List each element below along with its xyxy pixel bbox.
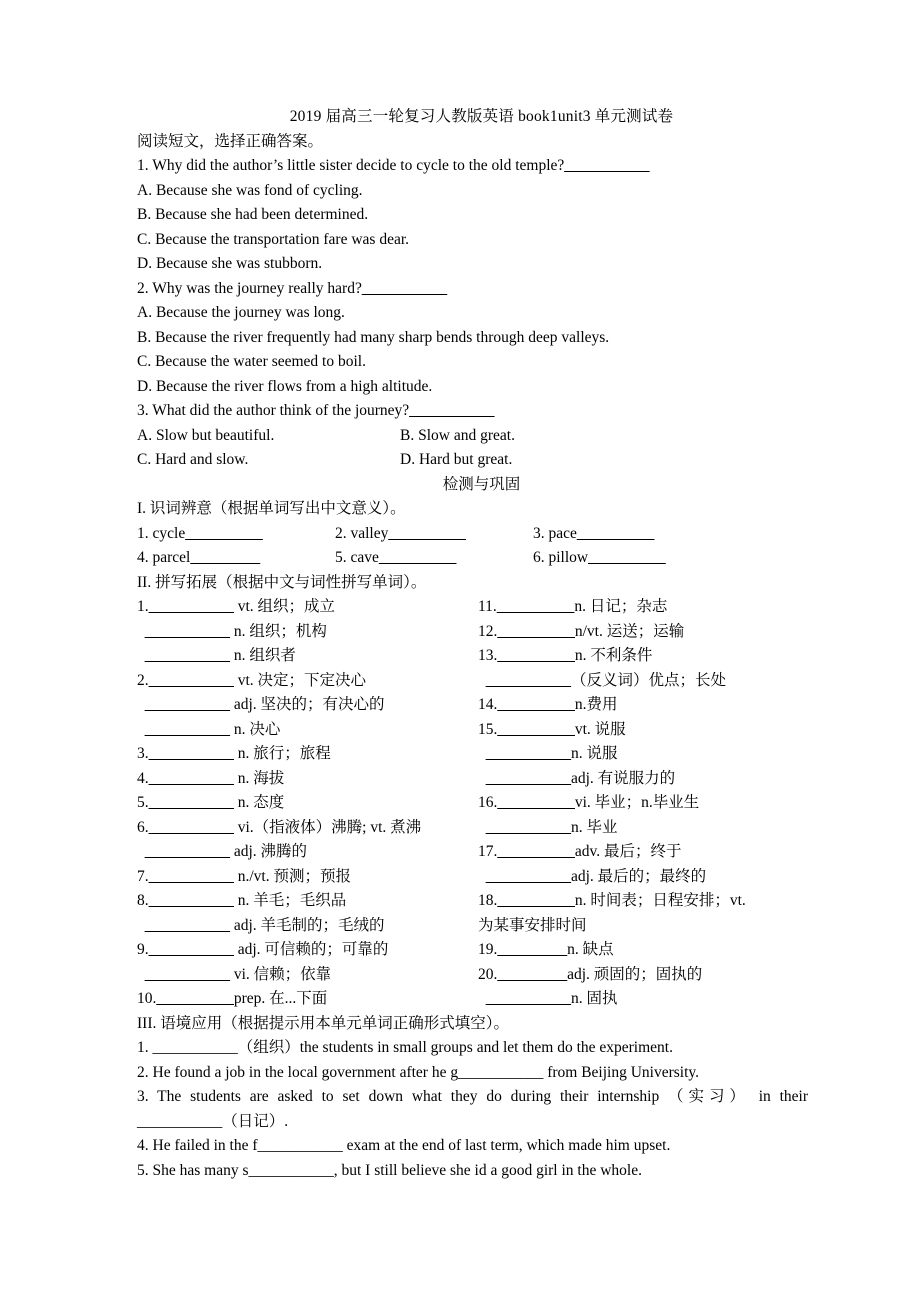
spelling-right-item-blank[interactable]: ___________: [485, 769, 571, 787]
spelling-right-item-blank[interactable]: _________: [497, 941, 568, 958]
spelling-right-item-row: [478, 620, 808, 645]
spelling-left-item-definition: n. 组织者: [230, 647, 296, 664]
spelling-right-item-row: [478, 791, 808, 816]
spelling-left-item-blank[interactable]: ___________: [148, 769, 234, 787]
section-3-heading: III. 语境应用（根据提示用本单元单词正确形式填空）。: [137, 1014, 509, 1032]
spelling-right-item-definition: adj. 顽固的；固执的: [567, 965, 703, 983]
spelling-left-item-blank[interactable]: ___________: [148, 818, 234, 836]
spelling-right-item-blank[interactable]: __________: [497, 892, 575, 909]
vocab-item-5-word: cave: [350, 549, 379, 566]
question-2-stem: [137, 277, 808, 302]
spelling-right-item-definition: vt. 说服: [574, 720, 626, 738]
vocab-item-1-blank[interactable]: __________: [185, 524, 263, 542]
question-3-stem-text: 3. What did the author think of the journey?: [137, 402, 410, 419]
spelling-left-item-definition: adj. 羊毛制的；毛绒的: [230, 916, 385, 934]
question-2-option-a[interactable]: A. Because the journey was long.: [137, 304, 345, 321]
spelling-left-item-blank[interactable]: ___________: [144, 622, 230, 640]
section-1-row-1: [137, 522, 808, 547]
vocab-item-2: [335, 522, 533, 547]
spelling-right-item-blank[interactable]: __________: [496, 598, 575, 615]
spelling-left-item-blank[interactable]: ___________: [144, 720, 230, 738]
vocab-item-4-blank[interactable]: _________: [190, 549, 261, 566]
spelling-left-item-number: [137, 644, 145, 669]
vocab-item-2-num: 2.: [335, 524, 351, 542]
spelling-left-item-row: [137, 669, 478, 694]
vocab-item-4-num: 4.: [137, 549, 153, 566]
spelling-right-item-row: [478, 816, 808, 841]
spelling-left-item-number: [137, 718, 145, 743]
spelling-right-item-number: 19.: [478, 941, 498, 958]
vocab-item-2-blank[interactable]: __________: [388, 524, 466, 542]
spelling-right-item-row: [478, 693, 808, 718]
spelling-left-item-number: [137, 914, 145, 939]
spelling-right-item-blank[interactable]: ___________: [485, 671, 571, 689]
section-1-heading: I. 识词辨意（根据单词写出中文意义）。: [137, 500, 406, 517]
spelling-left-item-definition: n. 旅行；旅程: [233, 745, 331, 762]
spelling-left-item-blank[interactable]: ___________: [144, 696, 230, 713]
spelling-left-item-blank[interactable]: ___________: [148, 745, 234, 762]
spelling-left-item-row: [137, 767, 478, 792]
spelling-left-item-definition: vi. 信赖；依靠: [230, 965, 332, 983]
instruction-text: 阅读短文，选择正确答案。: [137, 132, 324, 150]
question-3-option-c[interactable]: C. Hard and slow.: [137, 451, 249, 468]
spelling-right-item-definition: adj. 最后的；最终的: [571, 867, 707, 885]
vocab-item-4-word: parcel: [152, 549, 191, 566]
question-1-stem-text: 1. Why did the author’s little sister decide to cycle to the old temple?: [137, 157, 565, 174]
spelling-left-item-row: [137, 644, 478, 669]
context-item-6[interactable]: 5. She has many s___________, but I still believe she id a good girl in the whole.: [137, 1161, 642, 1179]
spelling-left-item-number: 5.: [137, 794, 149, 811]
vocab-item-1: [137, 522, 335, 547]
spelling-right-item-definition: n/vt. 运送；运输: [574, 622, 685, 640]
context-item-1[interactable]: 1. ___________（组织）the students in small groups and let them do the experiment.: [137, 1039, 673, 1056]
spelling-right-item-definition: n.费用: [574, 696, 618, 713]
question-2-option-d[interactable]: D. Because the river flows from a high altitude.: [137, 377, 433, 395]
section-2-right-column: [478, 595, 808, 1012]
spelling-left-item-row: [137, 693, 478, 718]
section-3-items: [137, 1036, 808, 1183]
spelling-right-item-definition: n. 时间表；日程安排；vt.: [574, 892, 746, 909]
spelling-left-item-number: 6.: [137, 818, 149, 836]
question-1-option-d[interactable]: D. Because she was stubborn.: [137, 255, 323, 272]
spelling-right-item-blank[interactable]: __________: [497, 720, 575, 738]
vocab-item-3: [533, 522, 808, 547]
spelling-left-item-definition: vt. 决定；下定决心: [233, 671, 367, 689]
spelling-left-item-row: [137, 840, 478, 865]
spelling-right-item-blank[interactable]: __________: [497, 647, 575, 664]
spelling-right-item-number: [478, 669, 486, 694]
question-1-option-a[interactable]: A. Because she was fond of cycling.: [137, 181, 363, 199]
question-3-answer-blank[interactable]: ___________: [409, 402, 495, 419]
vocab-item-1-num: 1.: [137, 524, 153, 542]
spelling-right-item-row: [478, 963, 808, 988]
spelling-left-item-definition: n./vt. 预测；预报: [233, 867, 351, 885]
spelling-right-item-definition: n. 毕业: [571, 818, 618, 836]
spelling-left-item-row: [137, 889, 478, 914]
spelling-right-item-blank[interactable]: __________: [497, 696, 575, 713]
spelling-right-item-definition: n. 固执: [571, 990, 618, 1007]
spelling-left-item-number: 3.: [137, 745, 149, 762]
question-2-option-b[interactable]: B. Because the river frequently had many sharp bends through deep valleys.: [137, 328, 610, 346]
vocab-item-3-num: 3.: [533, 524, 549, 542]
spelling-left-item-blank[interactable]: ___________: [148, 794, 234, 811]
spelling-right-item-number: 11.: [478, 598, 497, 615]
spelling-left-item-number: 10.: [137, 990, 157, 1007]
exercise-section-header: 检测与巩固: [442, 475, 521, 493]
vocab-item-3-blank[interactable]: __________: [576, 524, 655, 542]
spelling-left-item-number: [137, 840, 145, 865]
spelling-left-item-row: [137, 938, 478, 963]
spelling-left-item-definition: vt. 组织；成立: [233, 598, 336, 615]
spelling-left-item-number: [137, 620, 145, 645]
question-1-stem: [137, 154, 808, 179]
spelling-left-item-row: [137, 742, 478, 767]
question-1-option-b[interactable]: B. Because she had been determined.: [137, 206, 369, 223]
spelling-right-item-row: [478, 889, 808, 914]
vocab-item-5: [335, 546, 533, 571]
spelling-left-item-blank[interactable]: ___________: [148, 892, 234, 909]
vocab-item-5-blank[interactable]: __________: [378, 549, 457, 566]
spelling-right-item-blank[interactable]: ___________: [485, 818, 571, 836]
spelling-left-item-blank[interactable]: ___________: [144, 647, 230, 664]
spelling-left-item-definition: n. 态度: [233, 794, 285, 811]
spelling-left-item-row: [137, 595, 478, 620]
spelling-right-item-blank[interactable]: ___________: [485, 867, 571, 885]
spelling-right-item-row: [478, 669, 808, 694]
spelling-left-item-number: 4.: [137, 769, 149, 787]
spelling-right-item-number: 18.: [478, 892, 498, 909]
spelling-left-item-row: [137, 963, 478, 988]
spelling-left-item-number: 1.: [137, 598, 149, 615]
question-1-option-c[interactable]: C. Because the transportation fare was dear.: [137, 230, 410, 248]
spelling-left-item-definition: n. 决心: [230, 720, 281, 738]
question-3-options-row-2: [137, 448, 808, 473]
question-3-option-d[interactable]: D. Hard but great.: [400, 451, 513, 468]
vocab-item-4: [137, 546, 335, 571]
spelling-right-item-number: [478, 767, 486, 792]
spelling-right-item-definition: n. 缺点: [567, 941, 614, 958]
spelling-right-item-number: [478, 816, 486, 841]
spelling-left-item-definition: n. 羊毛；毛织品: [233, 892, 347, 909]
question-2-option-c[interactable]: C. Because the water seemed to boil.: [137, 353, 366, 370]
spelling-right-item-number: [478, 865, 486, 890]
spelling-right-item-number: 12.: [478, 622, 498, 640]
vocab-item-6-blank[interactable]: __________: [588, 549, 666, 566]
section-2-left-column: [137, 595, 478, 1012]
spelling-right-item-row: [478, 742, 808, 767]
spelling-left-item-row: [137, 914, 478, 939]
spelling-left-item-definition: adj. 可信赖的；可靠的: [233, 941, 389, 958]
vocab-item-6-word: pillow: [548, 549, 589, 566]
spelling-right-item-row: [478, 644, 808, 669]
spelling-right-item-blank[interactable]: _________: [497, 965, 568, 983]
spelling-right-item-row: [478, 865, 808, 890]
spelling-right-item-row: [478, 595, 808, 620]
spelling-left-item-row: [137, 718, 478, 743]
spelling-right-item-continuation-line: 为某事安排时间: [478, 916, 587, 934]
spelling-left-item-number: [137, 693, 145, 718]
section-1-row-2: [137, 546, 808, 571]
spelling-left-item-number: [137, 963, 145, 988]
spelling-right-item-number: 20.: [478, 965, 498, 983]
spelling-right-item-number: 15.: [478, 720, 498, 738]
spelling-right-item-definition: adv. 最后；终于: [574, 843, 682, 860]
spelling-right-item-row: [478, 840, 808, 865]
context-item-5[interactable]: 4. He failed in the f___________ exam at the end of last term, which made him upset.: [137, 1137, 671, 1154]
spelling-right-item-number: 16.: [478, 794, 498, 811]
spelling-right-item-row: [478, 938, 808, 963]
spelling-right-item-row: [478, 767, 808, 792]
spelling-left-item-blank[interactable]: ___________: [148, 867, 234, 885]
question-3-stem: [137, 399, 808, 424]
spelling-right-item-definition: vi. 毕业；n.毕业生: [574, 794, 700, 811]
spelling-left-item-blank[interactable]: ___________: [148, 671, 234, 689]
spelling-right-item-number: [478, 742, 486, 767]
question-2-stem-text: 2. Why was the journey really hard?: [137, 279, 362, 297]
spelling-right-item-row: [478, 987, 808, 1012]
spelling-right-item-number: 14.: [478, 696, 498, 713]
spelling-left-item-definition: n. 组织；机构: [230, 622, 327, 640]
spelling-left-item-blank[interactable]: ___________: [148, 941, 234, 958]
spelling-right-item-number: 17.: [478, 843, 498, 860]
section-2-columns: [137, 595, 808, 1012]
spelling-right-item-definition: adj. 有说服力的: [571, 769, 676, 787]
question-1-answer-blank[interactable]: ___________: [564, 157, 650, 174]
spelling-left-item-row: [137, 865, 478, 890]
spelling-right-item-blank[interactable]: __________: [497, 794, 575, 811]
spelling-left-item-number: 2.: [137, 671, 149, 689]
spelling-left-item-blank[interactable]: ___________: [144, 916, 230, 934]
spelling-left-item-definition: prep. 在...下面: [233, 990, 328, 1007]
spelling-left-item-blank[interactable]: ___________: [144, 965, 230, 983]
spelling-right-item-definition: n. 说服: [571, 745, 618, 762]
vocab-item-5-num: 5.: [335, 549, 351, 566]
spelling-left-item-number: 9.: [137, 941, 149, 958]
spelling-right-item-definition: （反义词）优点；长处: [571, 671, 727, 689]
spelling-left-item-row: [137, 987, 478, 1012]
spelling-left-item-definition: adj. 坚决的；有决心的: [230, 696, 385, 713]
spelling-left-item-definition: n. 海拔: [233, 769, 285, 787]
spelling-left-item-blank[interactable]: ___________: [148, 598, 234, 615]
question-3-option-a[interactable]: A. Slow but beautiful.: [137, 426, 275, 444]
vocab-item-3-word: pace: [548, 524, 577, 542]
spelling-right-item-number: 13.: [478, 647, 498, 664]
vocab-item-6: [533, 546, 808, 571]
spelling-right-item-blank[interactable]: ___________: [485, 745, 571, 762]
spelling-left-item-row: [137, 791, 478, 816]
spelling-right-item-blank[interactable]: __________: [497, 843, 575, 860]
spelling-left-item-number: 8.: [137, 892, 149, 909]
page-title: 2019 届高三一轮复习人教版英语 book1unit3 单元测试卷: [289, 108, 674, 125]
spelling-right-item-blank[interactable]: __________: [497, 622, 575, 640]
question-3-option-b[interactable]: B. Slow and great.: [400, 426, 515, 444]
vocab-item-2-word: valley: [350, 524, 389, 542]
reading-instruction: [137, 130, 808, 155]
spelling-right-item-row: [478, 718, 808, 743]
section-2-heading: II. 拼写拓展（根据中文与词性拼写单词）。: [137, 573, 427, 591]
spelling-left-item-row: [137, 620, 478, 645]
spelling-left-item-blank[interactable]: ___________: [144, 843, 230, 860]
question-2-answer-blank[interactable]: ___________: [361, 279, 448, 297]
spelling-right-item-blank[interactable]: ___________: [485, 990, 571, 1007]
spelling-left-item-blank[interactable]: __________: [156, 990, 234, 1007]
context-item-2[interactable]: 2. He found a job in the local government after he g___________ from Beijing University.: [137, 1063, 700, 1081]
spelling-left-item-number: 7.: [137, 867, 149, 885]
spelling-right-item-definition: n. 不利条件: [574, 647, 653, 664]
question-3-options-row-1: [137, 424, 808, 449]
vocab-item-1-word: cycle: [152, 524, 186, 542]
spelling-left-item-definition: vi.（指液体）沸腾; vt. 煮沸: [233, 818, 422, 836]
spelling-right-item-definition: n. 日记；杂志: [574, 598, 668, 615]
spelling-left-item-definition: adj. 沸腾的: [230, 843, 308, 860]
spelling-left-item-row: [137, 816, 478, 841]
context-item-4[interactable]: ___________（日记）.: [137, 1112, 289, 1130]
spelling-right-item-number: [478, 987, 486, 1012]
vocab-item-6-num: 6.: [533, 549, 549, 566]
context-item-3[interactable]: 3. The students are asked to set down what they do during their internship （实习） in their: [137, 1088, 808, 1105]
